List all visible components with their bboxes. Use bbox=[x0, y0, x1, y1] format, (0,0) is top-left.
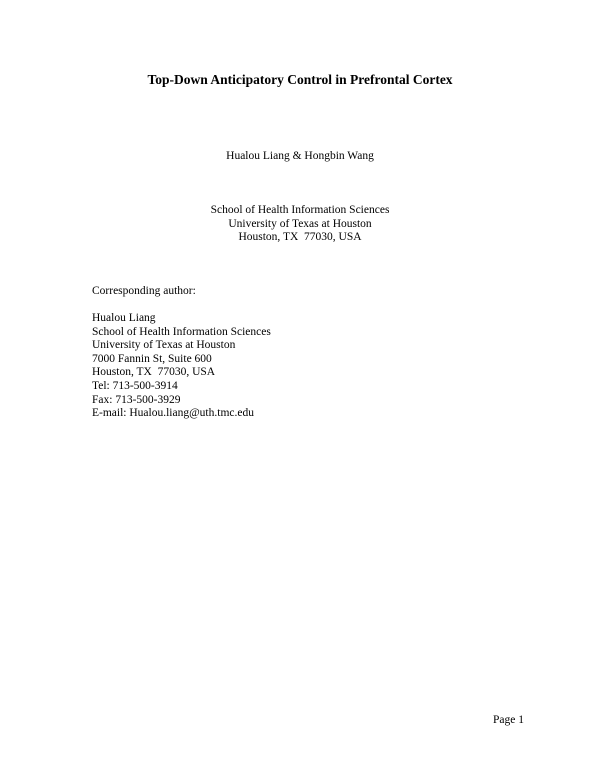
paper-title: Top-Down Anticipatory Control in Prefrontal Cortex bbox=[147, 72, 453, 87]
corresponding-fax: Fax: 713-500-3929 bbox=[92, 393, 181, 406]
affiliation-line-school: School of Health Information Sciences bbox=[210, 204, 390, 216]
corresponding-email[interactable]: E-mail: Hualou.liang@uth.tmc.edu bbox=[92, 407, 254, 420]
corresponding-city: Houston, TX 77030, USA bbox=[92, 366, 216, 379]
author-list: Hualou Liang & Hongbin Wang bbox=[226, 150, 374, 162]
corresponding-phone: Tel: 713-500-3914 bbox=[92, 379, 178, 392]
corresponding-name: Hualou Liang bbox=[92, 312, 156, 324]
corresponding-author-heading: Corresponding author: bbox=[92, 285, 196, 297]
corresponding-author-block bbox=[92, 312, 271, 421]
page-number: Page 1 bbox=[493, 714, 524, 726]
affiliation-line-university: University of Texas at Houston bbox=[228, 217, 372, 230]
corresponding-street: 7000 Fannin St, Suite 600 bbox=[92, 352, 212, 365]
corresponding-school: School of Health Information Sciences bbox=[92, 325, 271, 338]
affiliation-line-city: Houston, TX 77030, USA bbox=[238, 231, 362, 243]
corresponding-university: University of Texas at Houston bbox=[92, 339, 236, 352]
affiliation-block bbox=[0, 204, 600, 245]
